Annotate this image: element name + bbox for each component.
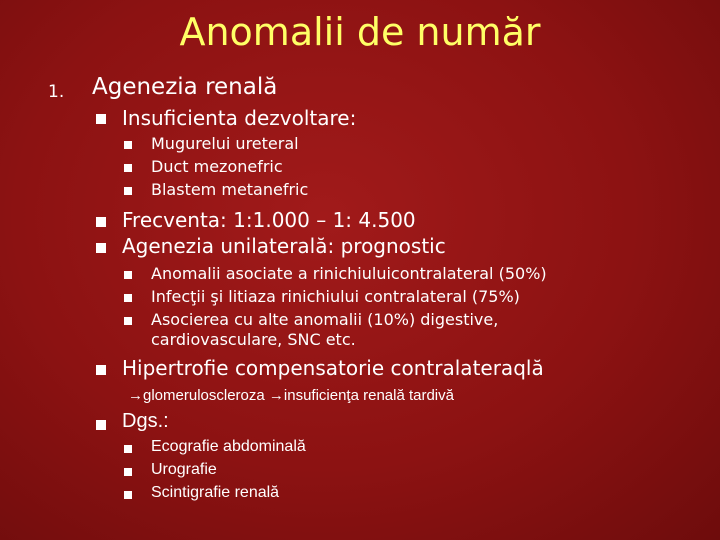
square-bullet-icon (124, 187, 132, 195)
bullet-dgs: Dgs.: (122, 410, 169, 432)
sub-item-infectii: Infecţii şi litiaza rinichiului contralateral (75%) (151, 287, 520, 306)
square-bullet-icon (124, 317, 132, 325)
sub-item-duct: Duct mezonefric (151, 157, 283, 176)
square-bullet-icon (124, 164, 132, 172)
sub-item-scintigrafie: Scintigrafie renală (151, 484, 280, 501)
square-bullet-icon (124, 445, 132, 453)
section-number: 1. (48, 82, 65, 102)
square-bullet-icon (124, 141, 132, 149)
sub-item-asocierea: Asocierea cu alte anomalii (10%) digestive, (151, 310, 499, 329)
square-bullet-icon (124, 491, 132, 499)
square-bullet-icon (124, 468, 132, 476)
sub-item-asocierea-cont: cardiovasculare, SNC etc. (151, 330, 356, 349)
square-bullet-icon (124, 271, 132, 279)
sub-item-urografie: Urografie (151, 461, 217, 478)
square-bullet-icon (96, 365, 106, 375)
sub-item-anomalii: Anomalii asociate a rinichiuluicontralateral (50%) (151, 264, 547, 283)
hipertrofie-note: →glomeruloscleroza →insuficienţa renală tardivă (128, 387, 454, 404)
slide-title: Anomalii de număr (179, 10, 541, 54)
square-bullet-icon (96, 114, 106, 124)
square-bullet-icon (124, 294, 132, 302)
sub-item-mugurelui: Mugurelui ureteral (151, 134, 299, 153)
square-bullet-icon (96, 217, 106, 227)
section-heading: Agenezia renală (92, 74, 278, 100)
square-bullet-icon (96, 243, 106, 253)
bullet-frecventa: Frecventa: 1:1.000 – 1: 4.500 (122, 208, 416, 232)
bullet-insuficienta: Insuficienta dezvoltare: (122, 106, 357, 130)
square-bullet-icon (96, 420, 106, 430)
bullet-unilaterala: Agenezia unilaterală: prognostic (122, 234, 446, 258)
sub-item-ecografie: Ecografie abdominală (151, 438, 306, 455)
sub-item-blastem: Blastem metanefric (151, 180, 309, 199)
bullet-hipertrofie: Hipertrofie compensatorie contralateraqlă (122, 356, 544, 380)
